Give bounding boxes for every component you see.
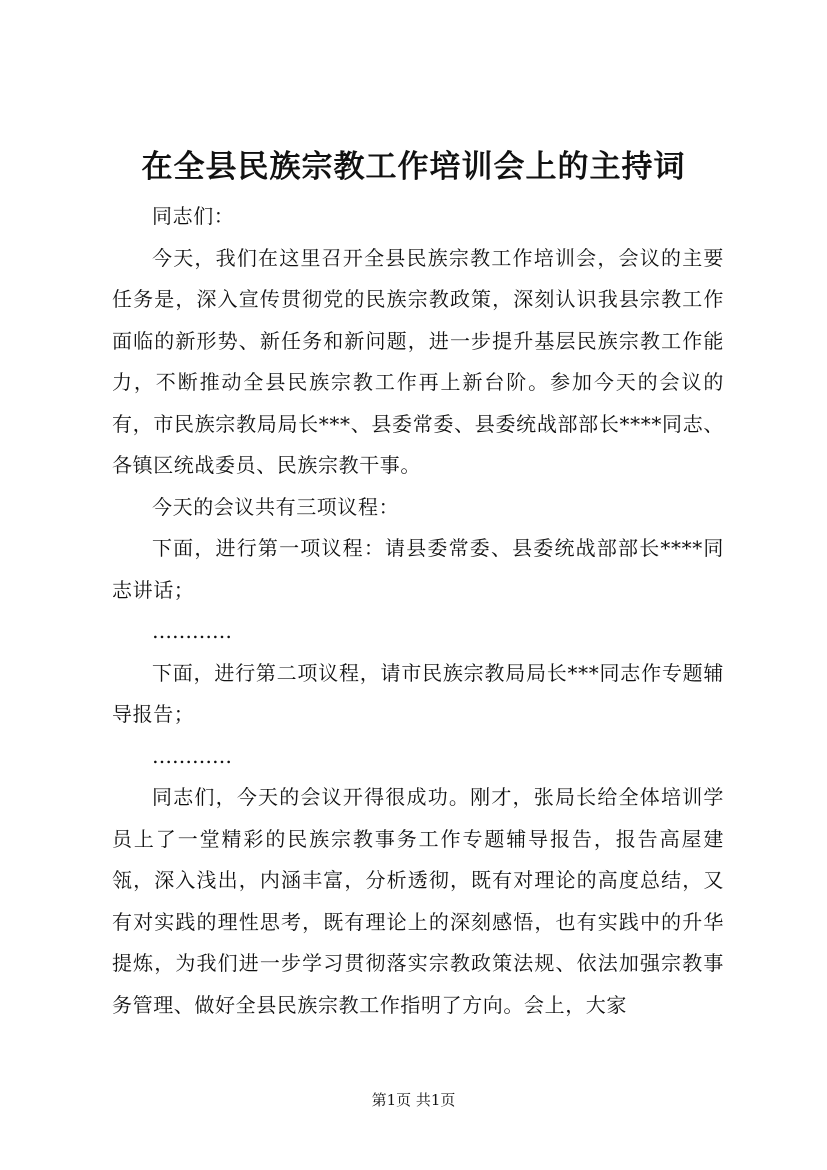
paragraph-agenda-item-1: 下面，进行第一项议程：请县委常委、县委统战部部长****同志讲话； [112, 536, 724, 602]
paragraph-ellipsis-2: ………… [152, 743, 232, 768]
document-body [112, 196, 724, 1026]
paragraph-agenda-item-2: 下面，进行第二项议程，请市民族宗教局局长***同志作专题辅导报告； [112, 660, 724, 726]
document-title: 在全县民族宗教工作培训会上的主持词 [141, 149, 686, 185]
paragraph-salutation: 同志们： [152, 204, 235, 228]
paragraph-agenda-intro: 今天的会议共有三项议程： [152, 494, 400, 519]
paragraph-summary: 同志们，今天的会议开得很成功。刚才，张局长给全体培训学员上了一堂精彩的民族宗教事务工作专题辅导报告，报告高屋建瓴，深入浅出，内涵丰富，分析透彻，既有对理论的高度总结，又有对实践的理性思考，既有理论上的深刻感悟，也有实践中的升华提炼，为我们进一步学习贯彻落实宗教政策法规、依法加强宗教事务管理、做好全县民族宗教工作指明了方向。会上，大家 [112, 785, 724, 1017]
page-footer: 第1页 共1页 [371, 1091, 456, 1109]
paragraph-ellipsis-1: ………… [152, 619, 232, 643]
paragraph-opening: 今天，我们在这里召开全县民族宗教工作培训会，会议的主要任务是，深入宣传贯彻党的民族宗教政策，深刻认识我县宗教工作面临的新形势、新任务和新问题，进一步提升基层民族宗教工作能力，不断推动全县民族宗教工作再上新台阶。参加今天的会议的有，市民族宗教局局长***、县委常委、县委统战部部长****同志、各镇区统战委员、民族宗教干事。 [112, 245, 724, 477]
